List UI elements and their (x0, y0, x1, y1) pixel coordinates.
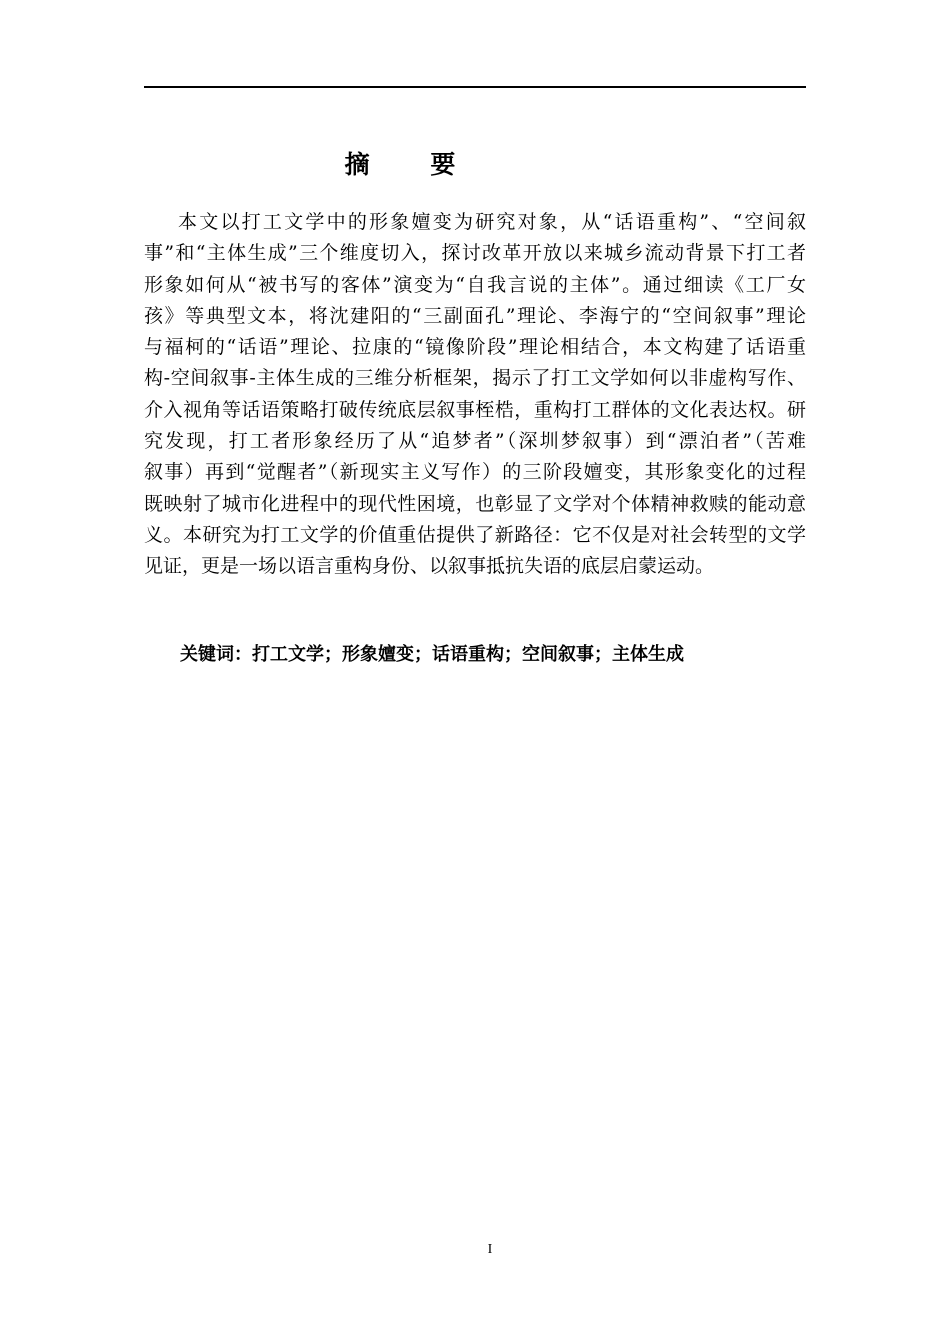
abstract-line: 与福柯的“话语”理论、拉康的“镜像阶段”理论相结合，本文构建了话语重 (144, 336, 806, 359)
page-number: I (487, 1242, 493, 1257)
abstract-line: 究发现，打工者形象经历了从“追梦者”（深圳梦叙事）到“漂泊者”（苦难 (144, 430, 806, 453)
abstract-title: 摘 要 (344, 150, 482, 179)
abstract-line: 既映射了城市化进程中的现代性困境，也彰显了文学对个体精神救赎的能动意 (144, 492, 806, 515)
abstract-line: 义。本研究为打工文学的价值重估提供了新路径：它不仅是对社会转型的文学 (144, 523, 806, 546)
header-rule (144, 86, 806, 88)
abstract-line: 叙事）再到“觉醒者”（新现实主义写作）的三阶段嬗变，其形象变化的过程 (144, 461, 806, 484)
abstract-line: 事”和“主体生成”三个维度切入，探讨改革开放以来城乡流动背景下打工者 (144, 242, 806, 265)
keywords: 关键词：打工文学；形象嬗变；话语重构；空间叙事；主体生成 (180, 644, 684, 665)
abstract-line: 形象如何从“被书写的客体”演变为“自我言说的主体”。通过细读《工厂女 (144, 273, 806, 296)
abstract-line: 构-空间叙事-主体生成的三维分析框架，揭示了打工文学如何以非虚构写作、 (144, 367, 806, 390)
abstract-line: 本文以打工文学中的形象嬗变为研究对象，从“话语重构”、“空间叙 (178, 211, 806, 233)
abstract-line: 见证，更是一场以语言重构身份、以叙事抵抗失语的底层启蒙运动。 (144, 555, 715, 578)
abstract-line: 介入视角等话语策略打破传统底层叙事桎梏，重构打工群体的文化表达权。研 (144, 398, 806, 421)
abstract-body (144, 207, 806, 583)
abstract-line: 孩》等典型文本，将沈建阳的“三副面孔”理论、李海宁的“空间叙事”理论 (144, 304, 806, 327)
